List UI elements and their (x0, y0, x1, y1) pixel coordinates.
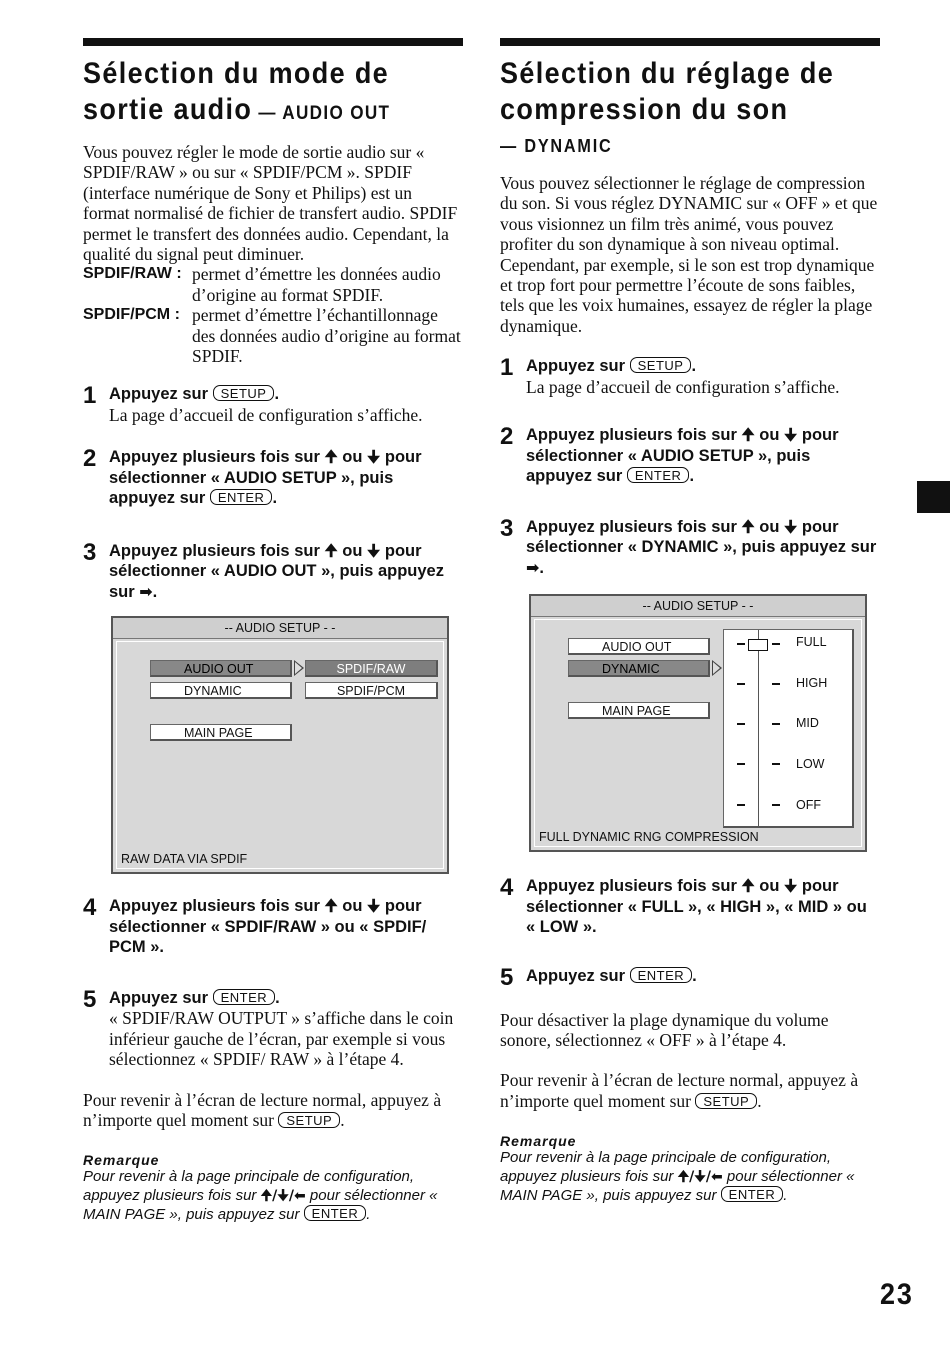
definition-list (83, 264, 463, 366)
intro-text: Vous pouvez sélectionner le réglage de compression du son. Si vous réglez DYNAMIC sur « OFF » et que vous visionnez un film très animé, vous pouvez profiter du son dynamique à son niveau optimal. Cependant, par exemple, si le son est trop dynamique et trop fort pour permettre l’écoute de sons faibles, tels que les voix humaines, essayez de régler la plage dynamique. (500, 173, 878, 336)
setup-button-glyph: SETUP (278, 1112, 340, 1128)
step-text: ou (337, 541, 368, 560)
return-text-end: . (340, 1110, 345, 1130)
step-2 (500, 425, 880, 487)
screen-footer: RAW DATA VIA SPDIF (121, 852, 248, 867)
step-text-end: . (691, 357, 697, 376)
title-dash: — (252, 103, 283, 124)
enter-button-glyph: ENTER (210, 489, 273, 505)
return-text-end: . (757, 1090, 762, 1111)
right-arrow-icon: ➡ (139, 581, 153, 601)
section-rule (83, 38, 463, 46)
step-description: La page d’accueil de configuration s’affiche. (109, 404, 423, 425)
slider-tick (737, 723, 745, 725)
step-text: Appuyez plusieurs fois sur (109, 448, 325, 467)
step-text-end: . (272, 489, 278, 508)
level-mid: MID (796, 716, 819, 731)
off-text: Pour désactiver la plage dynamique du volume sonore, sélectionnez « OFF » à l’étape 4. (500, 1009, 829, 1051)
slider-tick (772, 683, 780, 685)
step-text: ou (337, 448, 368, 467)
menu-item-main-page: MAIN PAGE (568, 702, 710, 719)
step-number: 4 (500, 874, 514, 902)
level-low: LOW (796, 757, 825, 772)
up-arrow-icon: 🠉 (741, 876, 755, 896)
step-5 (83, 985, 463, 1070)
step-text: ou (754, 517, 785, 536)
down-arrow-icon: 🠋 (367, 540, 381, 560)
section-title (500, 56, 842, 128)
down-arrow-icon: 🠋 (784, 516, 798, 536)
step-text: Appuyez plusieurs fois sur (109, 897, 325, 916)
step-number: 3 (500, 514, 514, 542)
step-text: ou (754, 877, 785, 896)
chapter-tab-marker (917, 481, 950, 513)
left-column (83, 38, 463, 1225)
step-number: 1 (83, 382, 97, 410)
up-arrow-icon: 🠉 (324, 540, 338, 560)
definition-row (83, 264, 463, 305)
note-body: Pour revenir à la page principale de configuration, appuyez plusieurs fois sur (500, 1149, 832, 1185)
step-text: Appuyez sur (109, 988, 213, 1007)
return-text-body: Pour revenir à l’écran de lecture normal, appuyez à n’importe quel moment sur (500, 1070, 859, 1111)
step-number: 2 (500, 423, 514, 451)
step-1 (83, 384, 463, 425)
step-3 (83, 538, 463, 603)
menu-item-dynamic: DYNAMIC (150, 682, 292, 699)
up-arrow-icon: 🠉 (324, 447, 338, 467)
definition-text: permet d’émettre les données audio d’origine au format SPDIF. (192, 264, 441, 305)
step-text: Appuyez plusieurs fois sur (526, 426, 742, 445)
note-title: Remarque (500, 1133, 577, 1150)
menu-item-audio-out: AUDIO OUT (568, 638, 710, 655)
definition-term: SPDIF/RAW : (83, 265, 182, 283)
step-text: pour sélectionner « SPDIF/RAW » ou « SPDIF/ PCM ». (109, 897, 427, 957)
level-off: OFF (796, 798, 821, 813)
step-number: 3 (83, 538, 97, 566)
title-tag: DYNAMIC (524, 136, 613, 156)
note-body: pour sélectionner « MAIN PAGE », puis appuyez sur (83, 1186, 438, 1224)
note-end: . (366, 1206, 371, 1224)
up-arrow-icon: 🠉 (741, 516, 755, 536)
screen-title: -- AUDIO SETUP - - (531, 596, 865, 617)
slider-tick (737, 804, 745, 806)
audio-setup-screen (529, 594, 867, 852)
step-number: 5 (83, 985, 97, 1013)
step-text: Appuyez plusieurs fois sur (109, 541, 325, 560)
menu-item-dynamic: DYNAMIC (568, 660, 710, 677)
enter-button-glyph: ENTER (213, 989, 276, 1005)
triangle-right-icon (712, 660, 722, 676)
up-arrow-icon: 🠉 (741, 425, 755, 445)
definition-text: permet d’émettre l’échantillonnage des données audio d’origine au format SPDIF. (192, 305, 461, 367)
title-tag-line (500, 136, 842, 157)
down-arrow-icon: 🠋 (784, 876, 798, 896)
arrows-icon: 🠉/🠋/⬅ (260, 1187, 306, 1204)
step-text: ou (754, 426, 785, 445)
intro-text: Vous pouvez régler le mode de sortie audio sur « SPDIF/RAW » ou sur « SPDIF/PCM ». SPDIF (interface numérique de Sony et Philips) est un format normalisé de fichier de transfert audio. SPDIF permet le transfert des données audio. Cependant, la qualité du signal peut diminuer. (83, 142, 458, 265)
note-text (500, 1149, 880, 1206)
step-3 (500, 514, 880, 579)
step-number: 1 (500, 354, 514, 382)
slider-tick (772, 804, 780, 806)
title-dash: — (500, 136, 525, 156)
triangle-right-icon (294, 660, 304, 676)
right-arrow-icon: ➡ (526, 557, 540, 577)
step-number: 4 (83, 894, 97, 922)
level-high: HIGH (796, 676, 828, 691)
step-text: Appuyez sur (526, 966, 630, 985)
option-spdif-raw: SPDIF/RAW (305, 660, 438, 677)
step-4 (500, 876, 880, 938)
definition-row (83, 305, 463, 366)
note-body: pour sélectionner « MAIN PAGE », puis appuyez sur (500, 1167, 855, 1205)
right-column (500, 38, 880, 1206)
step-4 (83, 896, 463, 958)
step-text-end: . (692, 966, 697, 985)
dynamic-level-slider (723, 629, 854, 828)
step-text-end: . (689, 467, 695, 486)
title-line-1: Sélection du réglage de (500, 57, 835, 90)
arrows-icon: 🠉/🠋/⬅ (677, 1168, 723, 1185)
step-description: « SPDIF/RAW OUTPUT » s’affiche dans le coin inférieur gauche de l’écran, par exemple si vous sélectionnez « SPDIF/ RAW » à l’étape 4. (109, 1008, 454, 1070)
note-title: Remarque (83, 1152, 160, 1169)
slider-tick (772, 643, 780, 645)
enter-button-glyph: ENTER (304, 1205, 367, 1221)
up-arrow-icon: 🠉 (324, 896, 338, 916)
return-text-body: Pour revenir à l’écran de lecture normal, appuyez à n’importe quel moment sur (83, 1089, 442, 1130)
slider-tick (737, 683, 745, 685)
step-text: pour sélectionner « AUDIO SETUP », puis appuyez sur (526, 426, 839, 486)
definition-term: SPDIF/PCM : (83, 306, 180, 324)
step-text: pour sélectionner « AUDIO SETUP », puis appuyez sur (109, 448, 422, 508)
step-5 (500, 963, 880, 991)
screen-title: -- AUDIO SETUP - - (113, 618, 447, 639)
note-end: . (783, 1187, 788, 1205)
enter-button-glyph: ENTER (627, 467, 690, 483)
step-text: Appuyez sur (526, 357, 630, 376)
step-text-end: . (275, 988, 280, 1007)
title-tag: AUDIO OUT (282, 103, 391, 124)
step-description: La page d’accueil de configuration s’affiche. (526, 376, 840, 397)
step-text: pour sélectionner « FULL », « HIGH », « MID » ou « LOW ». (526, 877, 867, 937)
return-text (83, 1090, 463, 1131)
setup-button-glyph: SETUP (695, 1093, 757, 1109)
note-text (83, 1168, 463, 1225)
step-text: Appuyez plusieurs fois sur (526, 877, 742, 896)
step-number: 2 (83, 445, 97, 473)
slider-tick (737, 643, 745, 645)
step-text: ou (337, 897, 368, 916)
setup-button-glyph: SETUP (213, 385, 275, 401)
step-text-end: . (152, 582, 158, 601)
audio-setup-screen (111, 616, 449, 874)
slider-tick (737, 763, 745, 765)
down-arrow-icon: 🠋 (784, 425, 798, 445)
menu-item-main-page: MAIN PAGE (150, 724, 292, 741)
screen-footer: FULL DYNAMIC RNG COMPRESSION (539, 830, 759, 845)
setup-button-glyph: SETUP (630, 357, 692, 373)
step-text-end: . (274, 385, 280, 404)
step-number: 5 (500, 963, 514, 991)
title-line-2: sortie audio (83, 93, 253, 126)
step-text-end: . (539, 558, 544, 577)
slider-tick (772, 723, 780, 725)
step-text: Appuyez plusieurs fois sur (526, 517, 742, 536)
step-1 (500, 356, 880, 397)
slider-thumb (748, 639, 768, 651)
step-2 (83, 447, 463, 509)
title-line-2: compression du son (500, 93, 789, 126)
return-text (500, 1070, 880, 1111)
step-text: pour sélectionner « AUDIO OUT », puis appuyez sur (109, 541, 444, 601)
enter-button-glyph: ENTER (630, 967, 693, 983)
enter-button-glyph: ENTER (721, 1186, 784, 1202)
menu-item-audio-out: AUDIO OUT (150, 660, 292, 677)
section-title (83, 56, 425, 132)
title-line-1: Sélection du mode de (83, 57, 390, 90)
step-text: pour sélectionner « DYNAMIC », puis appuyez sur (526, 517, 877, 557)
level-full: FULL (796, 635, 827, 650)
slider-tick (772, 763, 780, 765)
down-arrow-icon: 🠋 (367, 447, 381, 467)
down-arrow-icon: 🠋 (367, 896, 381, 916)
step-text: Appuyez sur (109, 385, 213, 404)
section-rule (500, 38, 880, 46)
note-body: Pour revenir à la page principale de configuration, appuyez plusieurs fois sur (83, 1168, 415, 1204)
option-spdif-pcm: SPDIF/PCM (305, 682, 438, 699)
page-number: 23 (880, 1278, 914, 1311)
slider-track (758, 630, 759, 826)
